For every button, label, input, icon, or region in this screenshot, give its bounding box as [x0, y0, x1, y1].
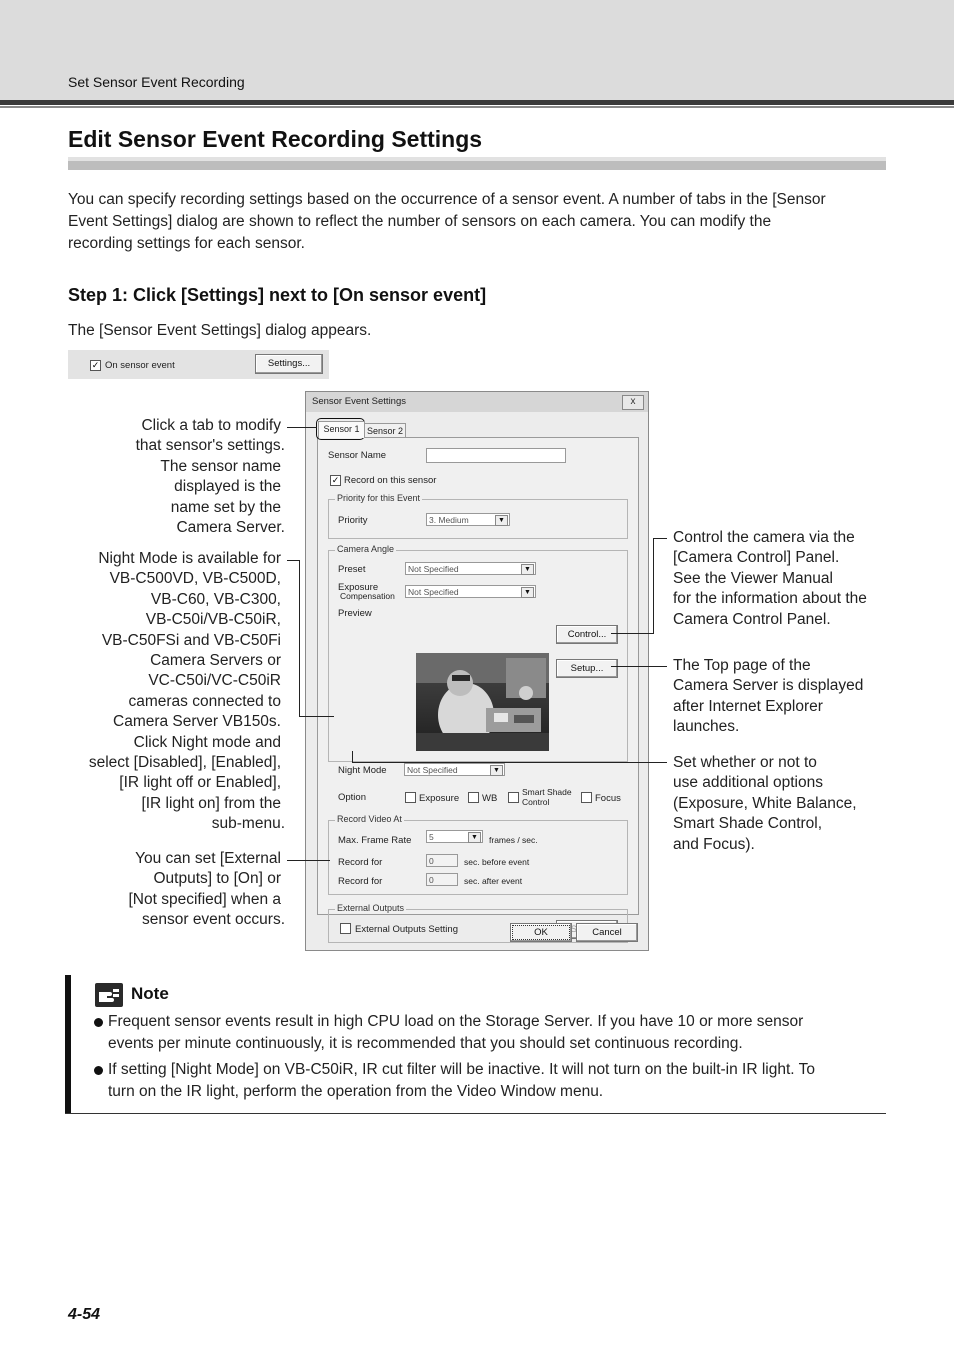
callout-line: launches.	[673, 718, 740, 736]
callout-line: Night Mode is available for	[98, 550, 281, 567]
callout-line: [IR light off or Enabled],	[119, 774, 281, 792]
record-on-sensor-checkbox[interactable]: ✓	[331, 475, 340, 485]
note-side-bar	[65, 975, 71, 1114]
record-before-label: Record for	[338, 857, 383, 868]
callout-line: VB-C50FSi and VB-C50Fi	[101, 631, 281, 649]
record-video-group-label: Record Video At	[337, 814, 402, 824]
note-line: turn on the IR light, perform the operation from the Video Window menu.	[108, 1083, 604, 1100]
callout-line: [Not specified] when a	[128, 890, 281, 908]
callout-line: Outputs] to [On] or	[153, 870, 281, 888]
record-after-input[interactable]: 0	[426, 873, 458, 886]
callout-line: name set by the	[170, 498, 281, 516]
callout-line: Click a tab to modify	[141, 417, 281, 434]
callout-line: sensor event occurs.	[141, 911, 285, 929]
note-title: Note	[131, 984, 169, 1003]
preset-select[interactable]	[405, 562, 536, 575]
priority-group	[328, 493, 628, 539]
leader-line	[611, 666, 667, 667]
dialog-title: Sensor Event Settings	[312, 396, 406, 407]
cancel-button[interactable]: Cancel	[576, 923, 638, 942]
preset-value: Not Specified	[408, 564, 459, 574]
exposure-select[interactable]	[405, 585, 536, 598]
record-on-sensor-label: Record on this sensor	[344, 475, 437, 486]
on-sensor-event-checkbox[interactable]: ✓	[91, 360, 100, 370]
callout-line: [IR light on] from the	[141, 794, 281, 812]
leader-line	[299, 716, 334, 717]
callout-line: Camera Server VB150s.	[113, 713, 281, 731]
callout-line: (Exposure, White Balance,	[673, 794, 857, 812]
leader-line	[611, 633, 654, 634]
callout-line: You can set [External	[135, 850, 281, 867]
intro-line: You can specify recording settings based on the occurrence of a sensor event. A number of tabs in the [Sensor	[68, 191, 826, 208]
note-bottom-rule	[65, 1113, 886, 1114]
preset-label: Preset	[338, 564, 366, 575]
option-smart-shade-label-2: Control	[522, 797, 550, 807]
setup-button[interactable]: Setup...	[556, 659, 618, 678]
callout-line: and Focus).	[673, 835, 755, 853]
note-line: Frequent sensor events result in high CPU load on the Storage Server. If you have 10 or more sensor	[108, 1013, 804, 1030]
camera-preview-image	[416, 653, 549, 751]
callout-night-mode	[40, 549, 285, 835]
on-sensor-event-label: On sensor event	[105, 360, 175, 371]
chevron-down-icon: ▼	[468, 832, 481, 843]
sensor-event-settings-dialog	[305, 391, 649, 951]
sensor-name-input[interactable]	[426, 448, 566, 463]
note-bullet-1	[108, 1011, 888, 1055]
callout-line: that sensor's settings.	[135, 437, 285, 455]
note-line: events per minute continuously, it is recommended that you should set continuous recording.	[108, 1035, 743, 1052]
callout-line: select [Disabled], [Enabled],	[88, 754, 281, 772]
leader-line	[287, 427, 317, 428]
external-outputs-group-label: External Outputs	[337, 903, 405, 913]
option-smart-shade-checkbox[interactable]	[508, 792, 519, 803]
callout-line: for the information about the	[673, 590, 867, 608]
callout-line: Click Night mode and	[133, 733, 281, 751]
intro-line: recording settings for each sensor.	[68, 235, 305, 252]
tab-sensor-1[interactable]: Sensor 1	[318, 421, 365, 438]
dialog-titlebar	[306, 392, 648, 412]
callout-line: The sensor name	[160, 457, 281, 475]
callout-line: See the Viewer Manual	[673, 569, 833, 587]
option-smart-shade-label: Smart Shade	[522, 787, 572, 797]
external-outputs-checkbox[interactable]	[340, 923, 351, 934]
leader-line	[653, 538, 667, 539]
close-icon[interactable]: x	[622, 395, 644, 410]
exposure-label: Exposure	[338, 582, 379, 593]
frame-rate-select[interactable]	[426, 830, 483, 843]
running-title: Set Sensor Event Recording	[68, 74, 245, 90]
night-mode-label: Night Mode	[338, 765, 387, 776]
title-underline	[68, 157, 886, 170]
step-description: The [Sensor Event Settings] dialog appears.	[68, 322, 372, 339]
frame-rate-unit: frames / sec.	[489, 835, 538, 845]
callout-option	[673, 753, 943, 855]
callout-line: [Camera Control] Panel.	[673, 549, 840, 567]
chevron-down-icon: ▼	[495, 515, 508, 526]
callout-tabs	[70, 416, 285, 538]
callout-line: use additional options	[673, 774, 823, 792]
callout-line: VB-C500VD, VB-C500D,	[109, 570, 281, 588]
ok-button[interactable]: OK	[510, 923, 572, 942]
callout-line: sub-menu.	[211, 815, 285, 833]
callout-line: cameras connected to	[128, 692, 281, 710]
option-wb-label: WB	[482, 793, 498, 804]
settings-button[interactable]: Settings...	[255, 354, 323, 374]
option-focus-checkbox[interactable]	[581, 792, 592, 803]
callout-control	[673, 528, 943, 630]
intro-paragraph	[68, 189, 886, 255]
callout-line: Camera Control Panel.	[673, 610, 831, 628]
callout-line: Set whether or not to	[673, 754, 817, 771]
callout-line: after Internet Explorer	[673, 697, 823, 715]
callout-line: Camera Server.	[176, 519, 285, 537]
callout-line: The Top page of the	[673, 657, 811, 674]
callout-setup	[673, 656, 943, 738]
record-after-label: Record for	[338, 876, 383, 887]
bullet-icon	[94, 1066, 103, 1075]
external-outputs-label: External Outputs Setting	[355, 924, 458, 935]
priority-label: Priority	[338, 515, 368, 526]
camera-angle-group-label: Camera Angle	[337, 544, 395, 554]
pointing-hand-icon	[95, 983, 123, 1007]
callout-line: VC-C50i/VC-C50iR	[148, 672, 281, 690]
tab-sensor-2[interactable]: Sensor 2	[364, 423, 406, 438]
priority-select[interactable]	[426, 513, 510, 526]
section-title: Edit Sensor Event Recording Settings	[68, 126, 483, 152]
preview-label: Preview	[338, 608, 372, 619]
note-bullet-2	[108, 1059, 888, 1103]
priority-value: 3. Medium	[429, 515, 469, 525]
priority-group-label: Priority for this Event	[337, 493, 421, 503]
step-heading: Step 1: Click [Settings] next to [On sensor event]	[68, 285, 487, 305]
header-rule	[0, 100, 954, 105]
callout-line: VB-C60, VB-C300,	[150, 590, 281, 608]
bullet-icon	[94, 1018, 103, 1027]
record-before-input[interactable]: 0	[426, 854, 458, 867]
callout-line: Camera Server is displayed	[673, 677, 864, 695]
option-exposure-checkbox[interactable]	[405, 792, 416, 803]
option-wb-checkbox[interactable]	[468, 792, 479, 803]
frame-rate-value: 5	[429, 832, 434, 842]
callout-line: Camera Servers or	[150, 652, 281, 670]
after-unit: sec. after event	[464, 876, 523, 886]
night-mode-select[interactable]	[404, 763, 505, 776]
option-label: Option	[338, 792, 366, 803]
leader-line	[352, 751, 353, 763]
chevron-down-icon: ▼	[521, 564, 534, 575]
control-button[interactable]: Control...	[556, 625, 618, 644]
leader-line	[352, 762, 667, 763]
callout-line: Control the camera via the	[673, 529, 855, 546]
leader-line	[287, 860, 330, 861]
header-rule-thin	[0, 106, 954, 108]
exposure-value: Not Specified	[408, 587, 459, 597]
sensor-name-label: Sensor Name	[328, 450, 387, 461]
frame-rate-label: Max. Frame Rate	[338, 835, 412, 846]
night-mode-value: Not Specified	[407, 765, 458, 775]
option-focus-label: Focus	[595, 793, 621, 804]
callout-line: VB-C50i/VB-C50iR,	[145, 611, 281, 629]
chevron-down-icon: ▼	[521, 587, 534, 598]
compensation-label: Compensation	[340, 591, 395, 601]
callout-line: displayed is the	[174, 478, 281, 496]
intro-line: Event Settings] dialog are shown to reflect the number of sensors on each camera. You can modify the	[68, 213, 772, 230]
leader-line	[653, 538, 654, 634]
page-number: 4-54	[68, 1306, 101, 1323]
on-sensor-event-strip	[68, 350, 329, 379]
chevron-down-icon: ▼	[490, 765, 503, 776]
leader-line	[299, 560, 300, 717]
callout-line: Smart Shade Control,	[673, 815, 823, 833]
callout-external-outputs	[80, 849, 285, 931]
record-video-group	[328, 814, 628, 895]
before-unit: sec. before event	[464, 857, 530, 867]
option-exposure-label: Exposure	[419, 793, 460, 804]
note-line: If setting [Night Mode] on VB-C50iR, IR cut filter will be inactive. It will not turn on the built-in IR light. To	[108, 1061, 815, 1078]
